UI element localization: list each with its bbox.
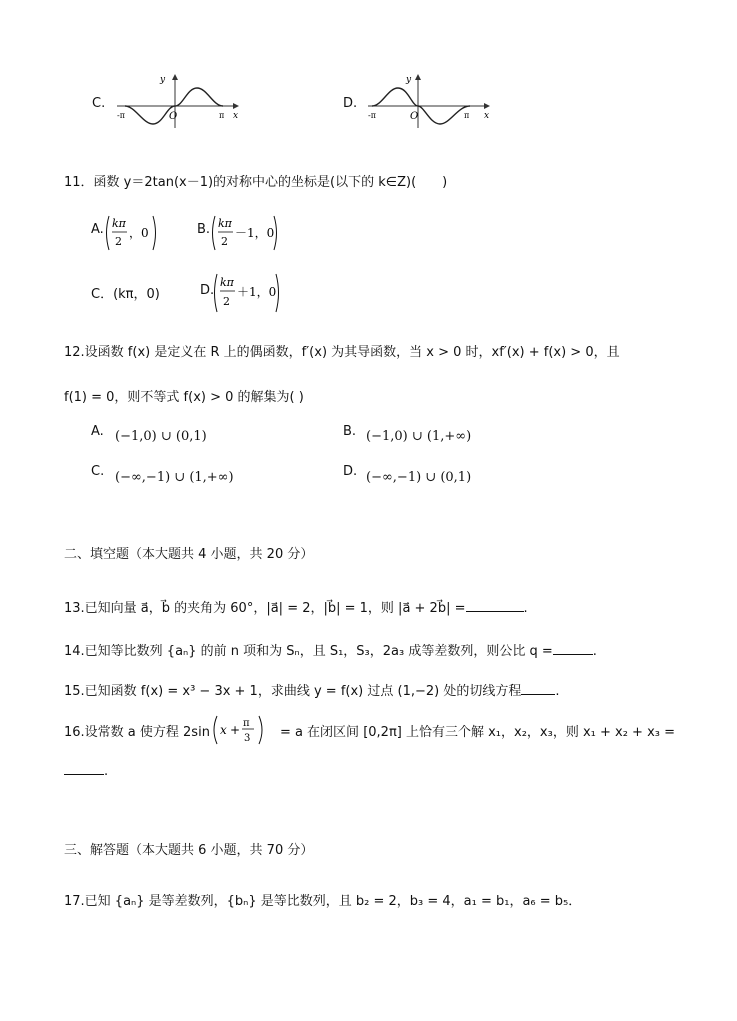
choice-d-label: D.	[343, 96, 358, 111]
svg-text:kπ: kπ	[220, 276, 234, 289]
origin-label: O	[169, 111, 178, 122]
left-tick-label: -π	[368, 111, 376, 120]
svg-text:2: 2	[223, 295, 230, 308]
q13: 13.已知向量 a⃗，b⃗ 的夹角为 60°，|a⃗| = 2，|b⃗| = 1，则 |a⃗ + 2b⃗| = .	[64, 601, 528, 616]
q11-choice-a-label: A.	[91, 222, 104, 237]
q16-frac-den: 3	[243, 733, 251, 744]
q12-c-label: C.	[91, 464, 105, 479]
x-axis-label: x	[233, 111, 239, 121]
q16-text-b: = a 在闭区间 [0,2π] 上恰有三个解 x₁，x₂，x₃，则 x₁ + x₂ + x₃ =	[279, 724, 676, 740]
y-axis-label: y	[160, 75, 166, 85]
left-tick-label: -π	[117, 111, 125, 120]
q15-answer-blank[interactable]	[521, 694, 555, 695]
q12-choice-a: (−1,0) ∪ (0,1)	[115, 429, 207, 444]
q12-line1: 12.设函数 f(x) 是定义在 R 上的偶函数，f′(x) 为其导函数，当 x > 0 时，xf′(x) + f(x) > 0，且	[64, 345, 620, 360]
q17: 17.已知 {aₙ} 是等差数列，{bₙ} 是等比数列，且 b₂ = 2，b₃ = 4，a₁ = b₁，a₆ = b₅．	[64, 894, 582, 909]
q15-text: 15.已知函数 f(x) = x³ − 3x + 1，求曲线 y = f(x) 过点 (1,−2) 处的切线方程	[64, 684, 522, 699]
right-tick-label: π	[219, 111, 225, 120]
q11-choice-d	[213, 270, 288, 316]
section-2-heading: 二、填空题（本大题共 4 小题，共 20 分）	[64, 547, 314, 562]
svg-text:2: 2	[115, 235, 122, 248]
choice-d-graph	[366, 72, 491, 130]
q13-answer-blank[interactable]	[466, 611, 524, 612]
q14: 14.已知等比数列 {aₙ} 的前 n 项和为 Sₙ，且 S₁，S₃，2a₃ 成等差数列，则公比 q = .	[64, 644, 597, 659]
q12-b-label: B.	[343, 424, 357, 439]
q16	[64, 713, 675, 747]
q11-b-tail: －1，0	[235, 226, 275, 240]
y-axis-label: y	[406, 75, 412, 85]
q14-answer-blank[interactable]	[553, 654, 593, 655]
q11-d-tail: ＋1，0	[237, 285, 277, 299]
q12-choice-c: (−∞,−1) ∪ (1,+∞)	[115, 470, 234, 485]
svg-text:x: x	[219, 723, 227, 737]
svg-text:2: 2	[221, 235, 228, 248]
q11-choice-b-label: B.	[197, 222, 211, 237]
choice-c-label: C.	[92, 96, 106, 111]
choice-c-graph	[115, 72, 240, 130]
q12-choice-d: (−∞,−1) ∪ (0,1)	[366, 470, 472, 485]
q16-sin-argument	[212, 713, 278, 747]
x-axis-label: x	[484, 111, 490, 121]
q15: 15.已知函数 f(x) = x³ − 3x + 1，求曲线 y = f(x) 过点 (1,−2) 处的切线方程 .	[64, 684, 560, 699]
q12-choice-b: (−1,0) ∪ (1,+∞)	[366, 429, 472, 444]
q16-text-a: 16.设常数 a 使方程 2sin	[64, 724, 210, 740]
svg-text:kπ: kπ	[218, 217, 232, 230]
section-3-heading: 三、解答题（本大题共 6 小题，共 70 分）	[64, 843, 314, 858]
q16-line2: .	[64, 764, 108, 779]
origin-label: O	[410, 111, 419, 122]
q13-text: 13.已知向量 a⃗，b⃗ 的夹角为 60°，|a⃗| = 2，|b⃗| = 1，则 |a⃗ + 2b⃗| =	[64, 601, 466, 616]
q11-a-tail: ，0	[129, 226, 149, 240]
q11-stem: 11．函数 y＝2tan(x－1)的对称中心的坐标是(以下的 k∈Z)( )	[64, 175, 448, 190]
q12-a-label: A.	[91, 424, 104, 439]
q11-choice-c: C．(kπ，0)	[91, 287, 160, 302]
q16-frac-num: π	[242, 718, 250, 729]
q16-answer-blank[interactable]	[64, 774, 104, 775]
q11-choice-b	[211, 212, 286, 254]
q14-text: 14.已知等比数列 {aₙ} 的前 n 项和为 Sₙ，且 S₁，S₃，2a₃ 成等差数列，则公比 q =	[64, 644, 553, 659]
q12-line2: f(1) = 0，则不等式 f(x) > 0 的解集为( )	[64, 390, 304, 405]
q11-choice-a	[105, 212, 165, 254]
q12-d-label: D.	[343, 464, 358, 479]
right-tick-label: π	[464, 111, 470, 120]
svg-text:kπ: kπ	[112, 217, 126, 230]
svg-text:+: +	[229, 723, 240, 737]
q11-choice-d-label: D.	[200, 283, 215, 298]
